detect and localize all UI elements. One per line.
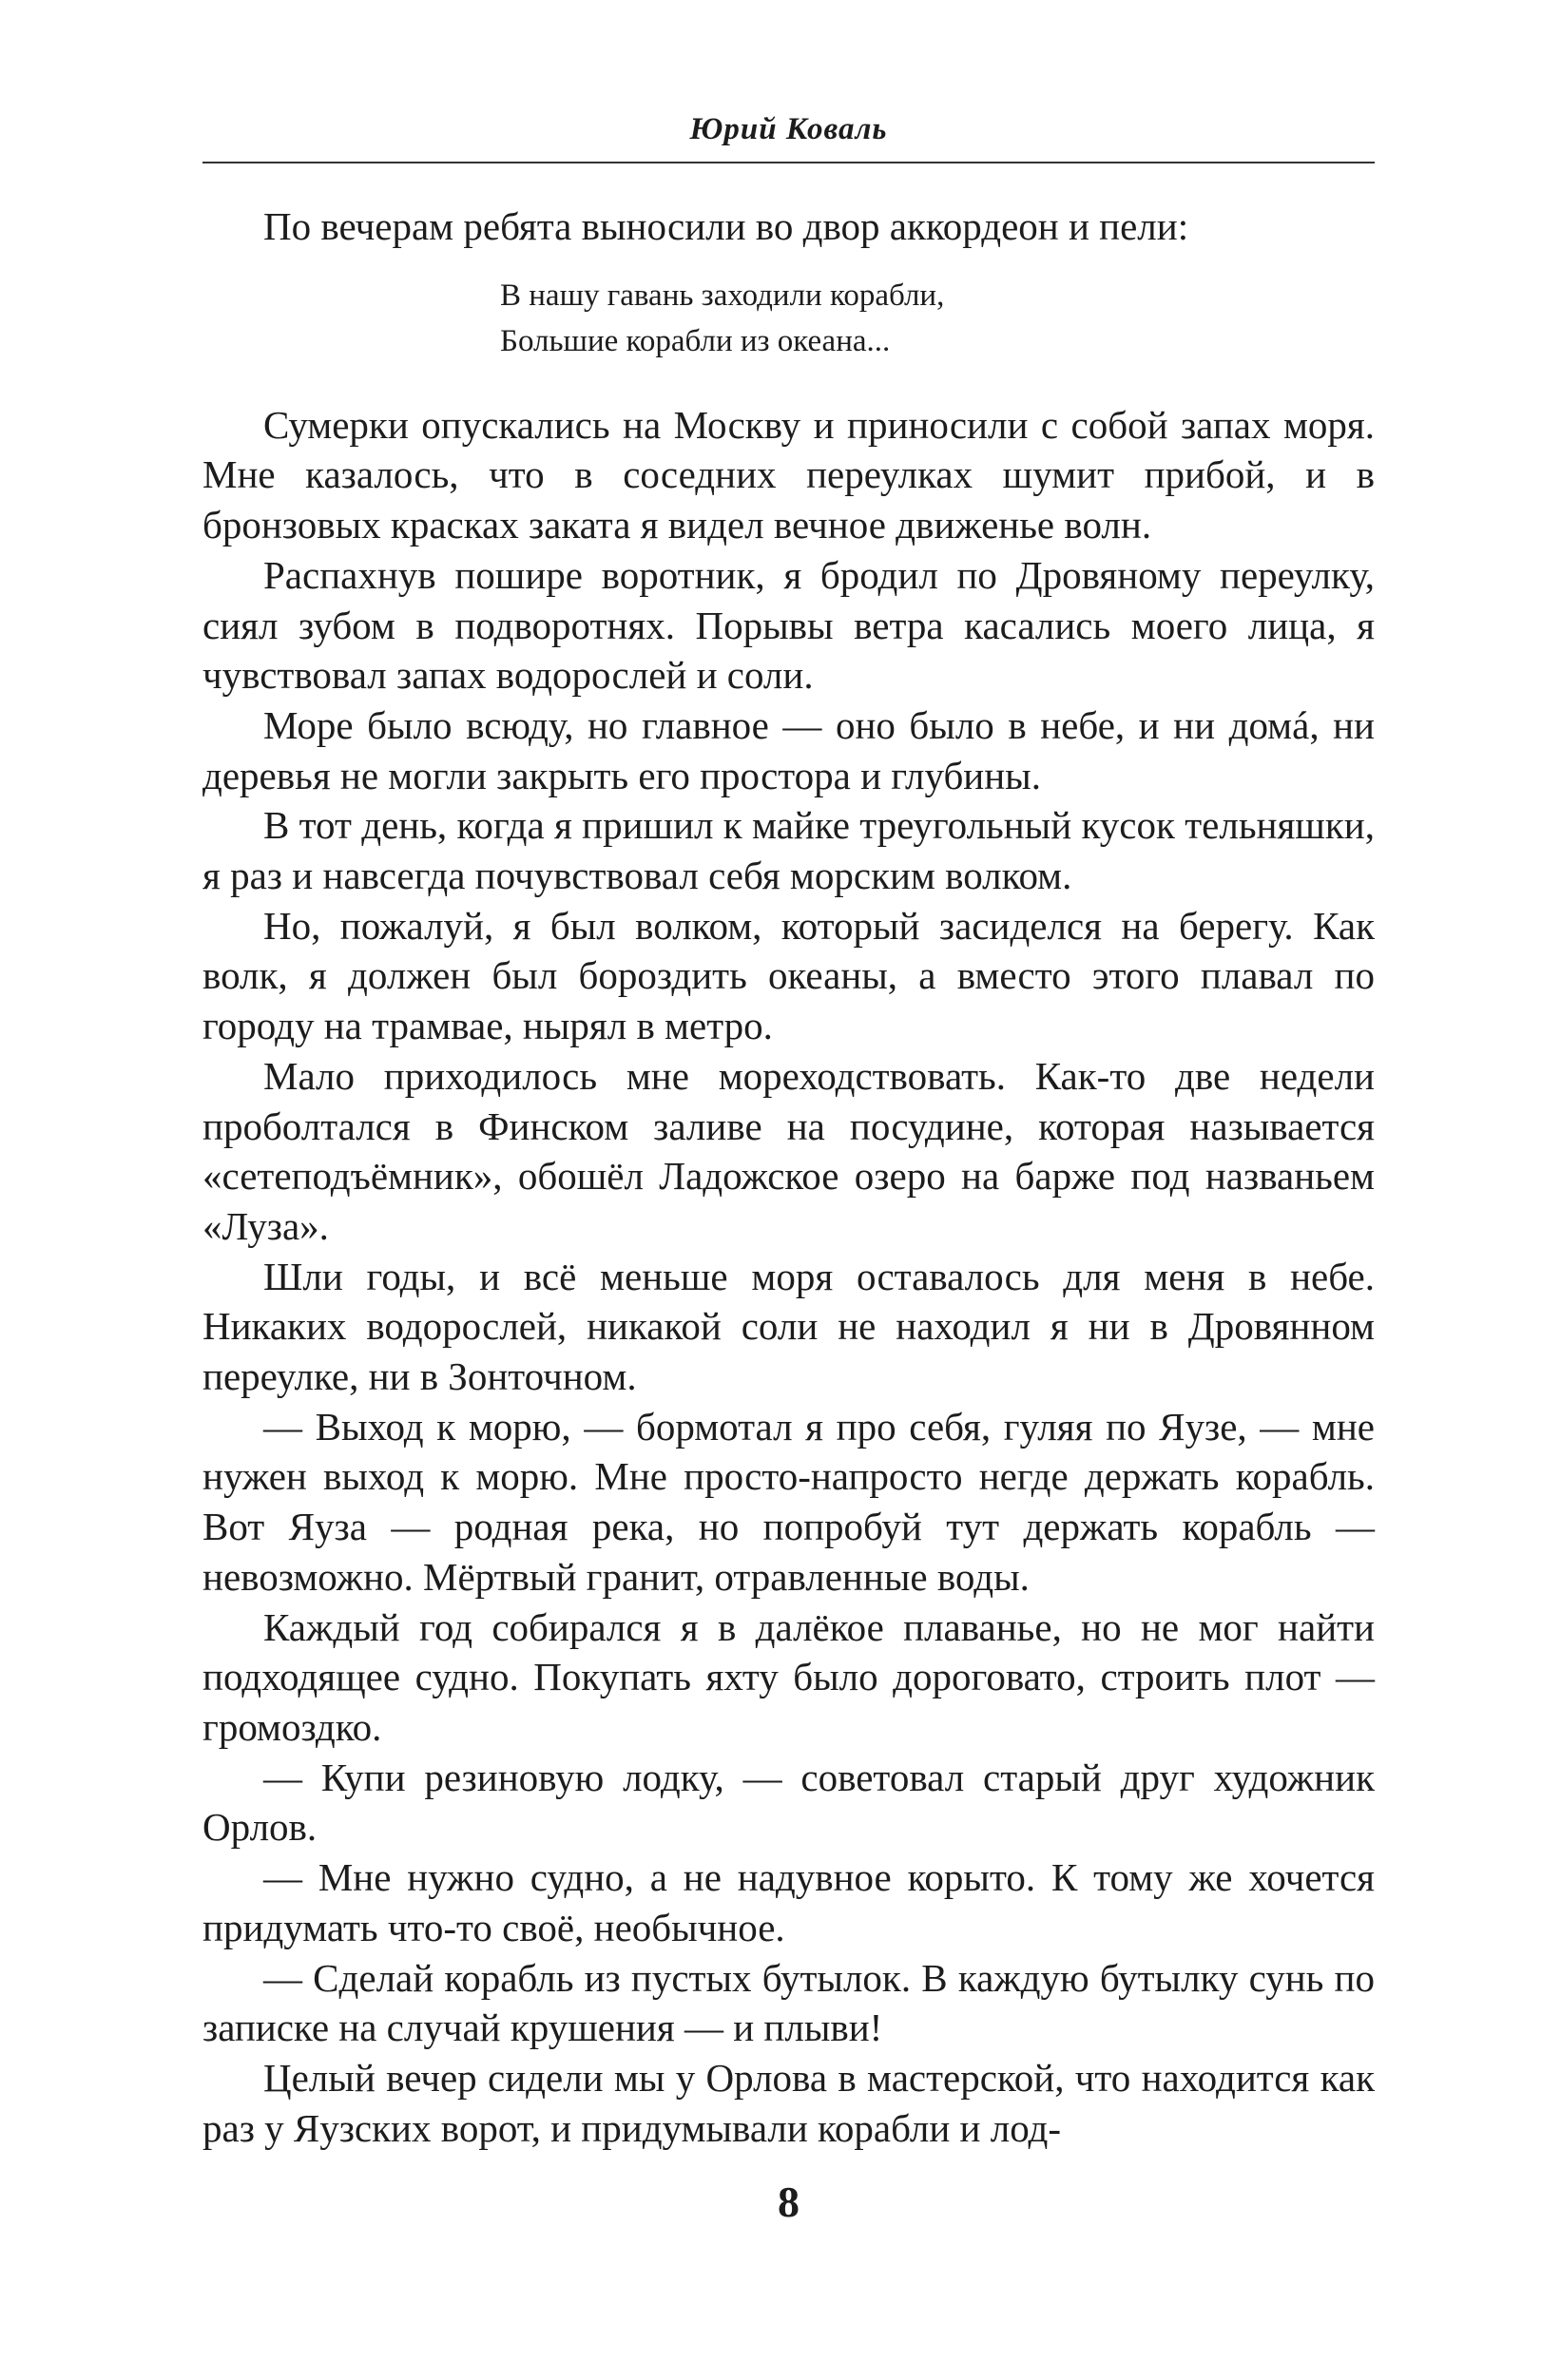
paragraph: Сумерки опускались на Москву и приносили с собой запах моря. Мне казалось, что в соседних переулках шумит прибой, и в бронзовых красках заката я видел вечное движенье волн. [202, 402, 1375, 547]
paragraph: Распахнув пошире воротник, я бродил по Дровяному переулку, сиял зубом в подворотнях. Порывы ветра касались моего лица, я чувствовал запах водорослей и соли. [202, 552, 1375, 698]
dialogue-paragraph: — Сделай корабль из пустых бутылок. В каждую бутылку сунь по записке на случай крушения — и плыви! [202, 1955, 1375, 2050]
intro-paragraph: По вечерам ребята выносили во двор аккордеон и пели: [263, 204, 1189, 248]
paragraph: Шли годы, и всё меньше моря оставалось для меня в небе. Никаких водорослей, никакой соли не находил я ни в Дровянном переулке, ни в Зонточном. [202, 1254, 1375, 1399]
paragraph: Море было всюду, но главное — оно было в небе, и ни домá, ни деревья не могли закрыть его простора и глубины. [202, 702, 1375, 797]
paragraph: Но, пожалуй, я был волком, который засиделся на берегу. Как волк, я должен был бороздить океаны, а вместо этого плавал по городу на трамвае, нырял в метро. [202, 903, 1375, 1048]
header-rule [202, 162, 1375, 163]
body-text [202, 202, 1375, 2153]
paragraph: Целый вечер сидели мы у Орлова в мастерской, что находится как раз у Яузских ворот, и придумывали корабли и лод- [202, 2055, 1375, 2150]
dialogue-paragraph: — Выход к морю, — бормотал я про себя, гуляя по Яузе, — мне нужен выход к морю. Мне просто-напросто негде держать корабль. Вот Яуза — родная река, но попробуй тут держать корабль — невозможно. Мёртвый гранит, отравленные воды. [202, 1404, 1375, 1599]
verse-line: Большие корабли из океана... [500, 323, 891, 358]
verse-line: В нашу гавань заходили корабли, [500, 278, 945, 313]
running-head-author: Юрий Коваль [689, 112, 888, 146]
paragraph: В тот день, когда я пришил к майке треугольный кусок тельняшки, я раз и навсегда почувствовал себя морским волком. [202, 803, 1375, 898]
dialogue-paragraph: — Мне нужно судно, а не надувное корыто. К тому же хочется придумать что-то своё, необычное. [202, 1855, 1375, 1949]
verse-quote [500, 273, 1375, 364]
page-number: 8 [778, 2178, 800, 2226]
paragraph: Каждый год собирался я в далёкое плаванье, но не мог найти подходящее судно. Покупать яхту было дороговато, строить плот — громоздко. [202, 1604, 1375, 1749]
dialogue-paragraph: — Купи резиновую лодку, — советовал старый друг художник Орлов. [202, 1755, 1375, 1850]
paragraph: Мало приходилось мне мореходствовать. Как-то две недели проболтался в Финском заливе на посудине, которая называется «сетеподъёмник», обошёл Ладожское озеро на барже под названьем «Луза». [202, 1053, 1375, 1248]
